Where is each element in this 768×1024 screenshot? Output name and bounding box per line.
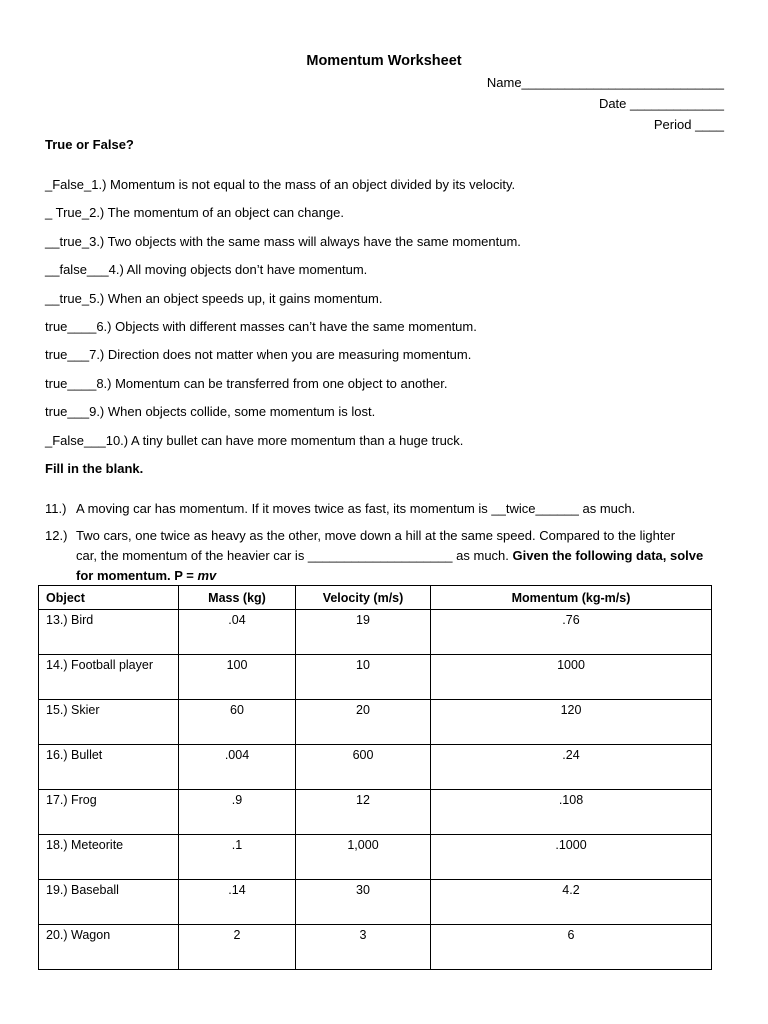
question-9: true___9.) When objects collide, some momentum is lost. <box>45 404 376 419</box>
table-row <box>39 835 712 880</box>
header-mass: Mass (kg) <box>179 586 296 610</box>
cell-object: 19.) Baseball <box>39 880 179 925</box>
table-row <box>39 745 712 790</box>
cell-momentum[interactable]: 120 <box>431 700 712 745</box>
cell-object: 17.) Frog <box>39 790 179 835</box>
cell-object: 13.) Bird <box>39 610 179 655</box>
question-11-text: A moving car has momentum. If it moves twice as fast, its momentum is __twice______ as much. <box>76 501 636 516</box>
cell-mass: .04 <box>179 610 296 655</box>
table-row <box>39 655 712 700</box>
cell-momentum[interactable]: .1000 <box>431 835 712 880</box>
fill-blank-heading: Fill in the blank. <box>45 461 144 476</box>
question-4: __false___4.) All moving objects don’t have momentum. <box>45 262 368 277</box>
cell-mass: .004 <box>179 745 296 790</box>
header-momentum: Momentum (kg-m/s) <box>431 586 712 610</box>
data-instruction: Given the following data, solve <box>512 548 704 563</box>
cell-velocity: 3 <box>296 925 431 970</box>
momentum-table <box>38 585 712 970</box>
formula-mv: mv <box>197 568 217 583</box>
cell-momentum[interactable]: 4.2 <box>431 880 712 925</box>
question-10: _False___10.) A tiny bullet can have more momentum than a huge truck. <box>45 433 464 448</box>
table-header-row <box>39 586 712 610</box>
question-3: __true_3.) Two objects with the same mass will always have the same momentum. <box>45 234 521 249</box>
cell-mass: 100 <box>179 655 296 700</box>
cell-mass: .9 <box>179 790 296 835</box>
question-11-number: 11.) <box>45 501 67 516</box>
table-row <box>39 790 712 835</box>
question-12-line2 <box>76 548 703 564</box>
question-8: true____8.) Momentum can be transferred from one object to another. <box>45 376 448 391</box>
cell-object: 14.) Football player <box>39 655 179 700</box>
cell-velocity: 12 <box>296 790 431 835</box>
cell-mass: .1 <box>179 835 296 880</box>
date-field[interactable]: Date _____________ <box>598 96 724 111</box>
question-2: _ True_2.) The momentum of an object can change. <box>45 205 344 220</box>
formula-label: for momentum. P = <box>76 568 198 583</box>
question-1: _False_1.) Momentum is not equal to the mass of an object divided by its velocity. <box>45 177 516 192</box>
table-row <box>39 880 712 925</box>
question-7: true___7.) Direction does not matter when you are measuring momentum. <box>45 347 472 362</box>
table-row <box>39 925 712 970</box>
cell-velocity: 1,000 <box>296 835 431 880</box>
cell-momentum[interactable]: .108 <box>431 790 712 835</box>
cell-mass: .14 <box>179 880 296 925</box>
question-12-line1: Two cars, one twice as heavy as the other, move down a hill at the same speed. Compared to the lighter <box>76 528 676 543</box>
question-6: true____6.) Objects with different masses can’t have the same momentum. <box>45 319 477 334</box>
cell-momentum[interactable]: 1000 <box>431 655 712 700</box>
cell-velocity: 600 <box>296 745 431 790</box>
header-velocity: Velocity (m/s) <box>296 586 431 610</box>
question-5: __true_5.) When an object speeds up, it gains momentum. <box>45 291 383 306</box>
cell-momentum[interactable]: 6 <box>431 925 712 970</box>
table-row <box>39 700 712 745</box>
question-12-line2-text: car, the momentum of the heavier car is ____________________ as much. <box>76 548 509 563</box>
cell-velocity: 30 <box>296 880 431 925</box>
cell-object: 15.) Skier <box>39 700 179 745</box>
cell-mass: 2 <box>179 925 296 970</box>
question-12-number: 12.) <box>45 528 68 543</box>
cell-velocity: 20 <box>296 700 431 745</box>
period-field[interactable]: Period ____ <box>653 117 724 132</box>
name-field[interactable]: Name____________________________ <box>486 75 724 90</box>
cell-mass: 60 <box>179 700 296 745</box>
cell-object: 18.) Meteorite <box>39 835 179 880</box>
cell-velocity: 19 <box>296 610 431 655</box>
page-title: Momentum Worksheet <box>306 53 462 69</box>
cell-object: 20.) Wagon <box>39 925 179 970</box>
true-false-heading: True or False? <box>45 137 134 152</box>
table-row <box>39 610 712 655</box>
cell-momentum[interactable]: .24 <box>431 745 712 790</box>
cell-object: 16.) Bullet <box>39 745 179 790</box>
question-12-line3 <box>76 568 216 584</box>
cell-velocity: 10 <box>296 655 431 700</box>
cell-momentum[interactable]: .76 <box>431 610 712 655</box>
header-object: Object <box>39 586 179 610</box>
